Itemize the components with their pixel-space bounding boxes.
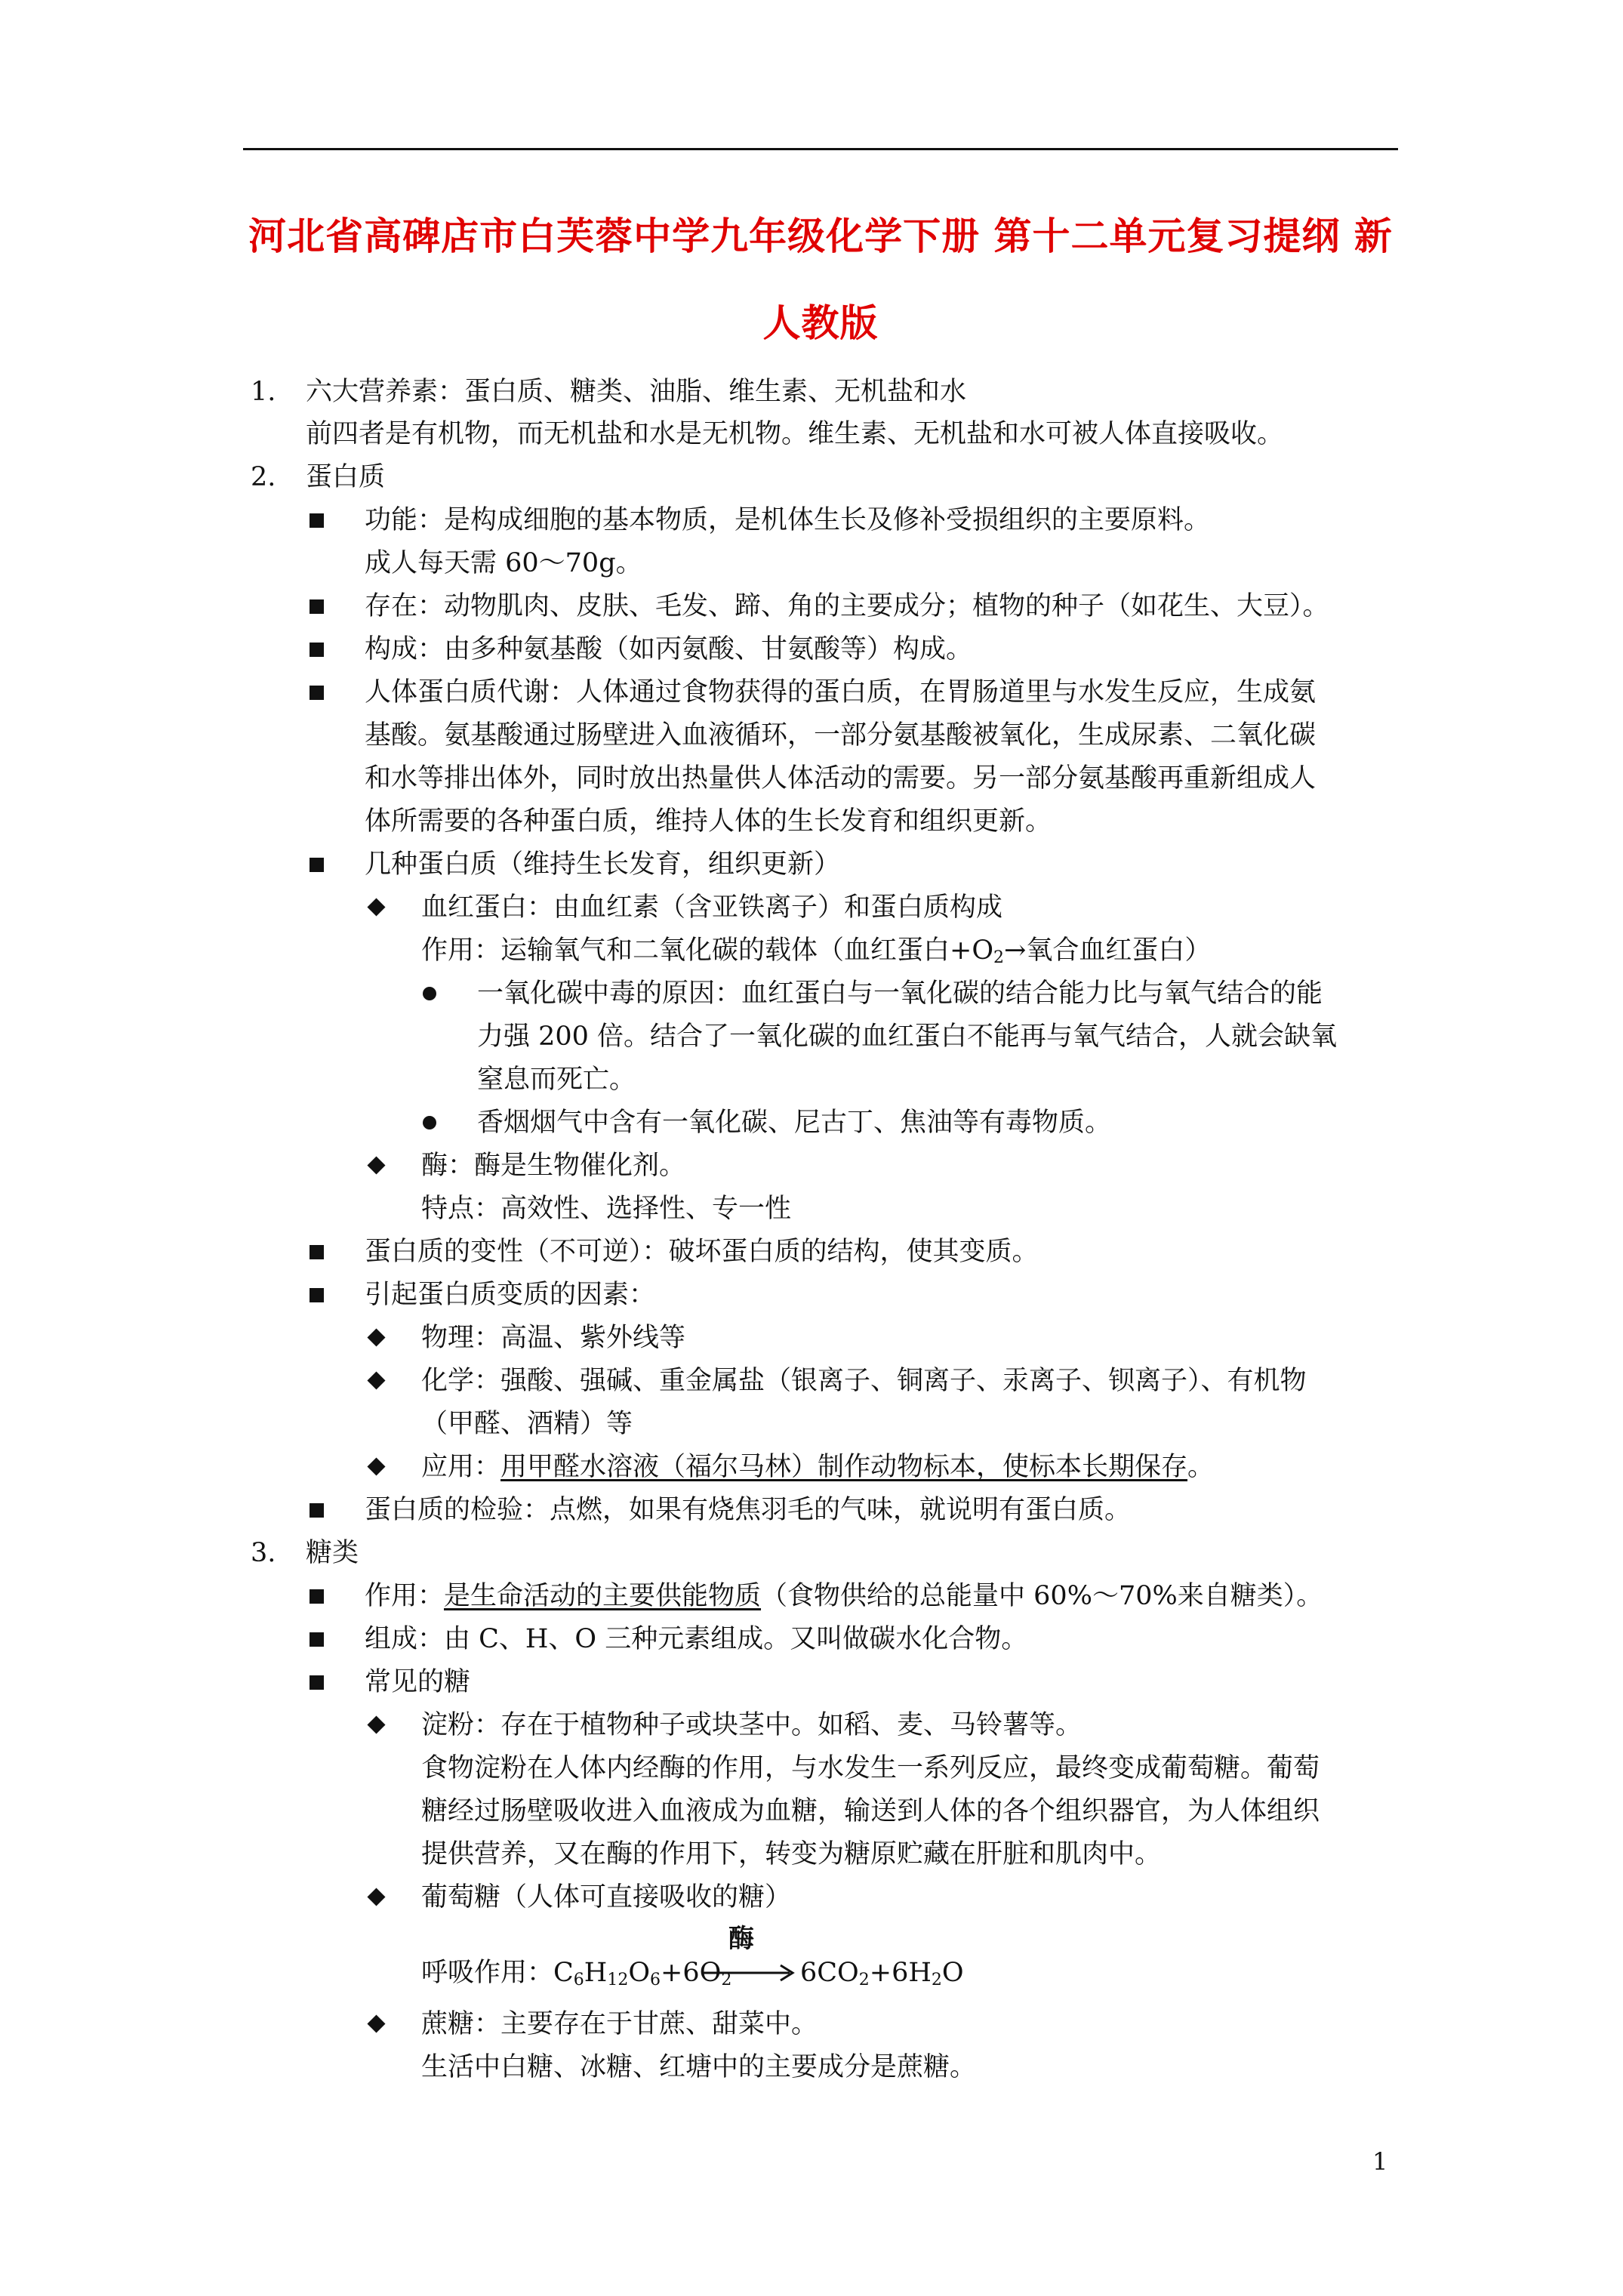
text-line: 作用：运输氧气和二氧化碳的载体（血红蛋白$+O_2\to$氧合血红蛋白） <box>421 935 1212 967</box>
text-line: 构成：由多种氨基酸（如丙氨酸、甘氨酸等）构成。 <box>365 634 973 664</box>
page-number: 1 <box>1372 2147 1388 2176</box>
catalyst-label: 酶 <box>728 1924 754 1954</box>
text-line: 几种蛋白质（维持生长发育，组织更新） <box>365 849 841 880</box>
doc-title-line1: 河北省高碑店市白芙蓉中学九年级化学下册 第十二单元复习提纲 新 <box>248 214 1393 258</box>
text-line: 基酸。氨基酸通过肠壁进入血液循环，一部分氨基酸被氧化，生成尿素、二氧化碳 <box>365 720 1317 750</box>
text-line: （甲醛、酒精）等 <box>421 1409 633 1439</box>
text-line: 蔗糖：主要存在于甘蔗、甜菜中。 <box>421 2009 818 2039</box>
diamond-bullet-icon <box>367 1715 385 1734</box>
text-line: 体所需要的各种蛋白质，维持人体的生长发育和组织更新。 <box>365 806 1052 837</box>
header-rule <box>243 148 1398 150</box>
diamond-bullet-icon <box>367 898 385 916</box>
square-bullet-icon <box>310 1589 324 1604</box>
square-bullet-icon <box>310 1675 324 1690</box>
text-line: 功能：是构成细胞的基本物质，是机体生长及修补受损组织的主要原料。 <box>365 505 1211 535</box>
text-line: 窒息而死亡。 <box>477 1065 636 1095</box>
reaction-arrow-icon <box>701 1955 797 1990</box>
text-line: 蛋白质的检验：点燃，如果有烧焦羽毛的气味，就说明有蛋白质。 <box>365 1495 1132 1525</box>
text-line: 应用：用甲醛水溶液（福尔马林）制作动物标本，使标本长期保存。 <box>421 1452 1215 1482</box>
dot-bullet-icon <box>423 987 436 1000</box>
section-number: 2. <box>251 462 276 492</box>
diamond-bullet-icon <box>367 1156 385 1174</box>
text-line: 引起蛋白质变质的因素： <box>365 1280 656 1310</box>
text-line: 提供营养，又在酶的作用下，转变为糖原贮藏在肝脏和肌肉中。 <box>421 1839 1162 1869</box>
square-bullet-icon <box>310 599 324 614</box>
text-line: 化学：强酸、强碱、重金属盐（银离子、铜离子、汞离子、钡离子）、有机物 <box>421 1366 1307 1396</box>
square-bullet-icon <box>310 1245 324 1259</box>
text-line: 人体蛋白质代谢：人体通过食物获得的蛋白质，在胃肠道里与水发生反应，生成氨 <box>365 677 1317 707</box>
text-line: 一氧化碳中毒的原因：血红蛋白与一氧化碳的结合能力比与氧气结合的能 <box>477 978 1323 1009</box>
underlined-text: 是生命活动的主要供能物质 <box>444 1581 762 1611</box>
text-line: 食物淀粉在人体内经酶的作用，与水发生一系列反应，最终变成葡萄糖。葡萄 <box>421 1753 1320 1783</box>
text-line: 常见的糖 <box>365 1667 471 1697</box>
square-bullet-icon <box>310 858 324 872</box>
text-line: 香烟烟气中含有一氧化碳、尼古丁、焦油等有毒物质。 <box>477 1108 1112 1138</box>
text-line: 前四者是有机物，而无机盐和水是无机物。维生素、无机盐和水可被人体直接吸收。 <box>306 419 1284 449</box>
square-bullet-icon <box>310 686 324 700</box>
diamond-bullet-icon <box>367 2014 385 2032</box>
diamond-bullet-icon <box>367 1328 385 1346</box>
text-line: 淀粉：存在于植物种子或块茎中。如稻、麦、马铃薯等。 <box>421 1710 1083 1740</box>
text-line: 特点：高效性、选择性、专一性 <box>421 1194 792 1224</box>
text-line: 葡萄糖（人体可直接吸收的糖） <box>421 1882 792 1912</box>
section-number: 3. <box>251 1538 276 1568</box>
equation-right: $6CO_2+6H_2O$ <box>800 1958 964 1989</box>
square-bullet-icon <box>310 1632 324 1647</box>
section-number: 1. <box>251 377 276 407</box>
square-bullet-icon <box>310 643 324 657</box>
text-line: 血红蛋白：由血红素（含亚铁离子）和蛋白质构成 <box>421 892 1003 923</box>
text-line: 生活中白糖、冰糖、红塘中的主要成分是蔗糖。 <box>421 2052 977 2082</box>
text-line: 物理：高温、紫外线等 <box>421 1323 686 1353</box>
square-bullet-icon <box>310 513 324 528</box>
text-line: 蛋白质的变性（不可逆）：破坏蛋白质的结构，使其变质。 <box>365 1237 1039 1267</box>
section-heading: 蛋白质 <box>306 462 386 492</box>
text-line: 六大营养素：蛋白质、糖类、油脂、维生素、无机盐和水 <box>306 377 967 407</box>
square-bullet-icon <box>310 1288 324 1302</box>
text-line: 组成：由 C、H、O 三种元素组成。又叫做碳水化合物。 <box>365 1624 1028 1654</box>
diamond-bullet-icon <box>367 1888 385 1906</box>
text-line: 糖经过肠壁吸收进入血液成为血糖，输送到人体的各个组织器官，为人体组织 <box>421 1796 1320 1826</box>
text-line: 酶：酶是生物催化剂。 <box>421 1151 686 1181</box>
text-line: 和水等排出体外，同时放出热量供人体活动的需要。另一部分氨基酸再重新组成人 <box>365 763 1317 794</box>
section-heading: 糖类 <box>306 1538 359 1568</box>
text-line: 存在：动物肌肉、皮肤、毛发、蹄、角的主要成分；植物的种子（如花生、大豆）。 <box>365 591 1329 621</box>
equation-left: 呼吸作用：$C_6H_{12}O_6+6O_2$ <box>421 1958 732 1989</box>
diamond-bullet-icon <box>367 1371 385 1389</box>
diamond-bullet-icon <box>367 1457 385 1475</box>
text-line: 作用：是生命活动的主要供能物质（食物供给的总能量中 60%～70%来自糖类）。 <box>365 1581 1323 1611</box>
underlined-text: 用甲醛水溶液（福尔马林）制作动物标本，使标本长期保存 <box>500 1452 1188 1482</box>
text-line: 力强 200 倍。结合了一氧化碳的血红蛋白不能再与氧气结合，人就会缺氧 <box>477 1022 1338 1052</box>
dot-bullet-icon <box>423 1116 436 1130</box>
doc-title-line2: 人教版 <box>762 300 879 345</box>
text-line: 成人每天需 60～70g。 <box>365 548 642 578</box>
square-bullet-icon <box>310 1503 324 1518</box>
